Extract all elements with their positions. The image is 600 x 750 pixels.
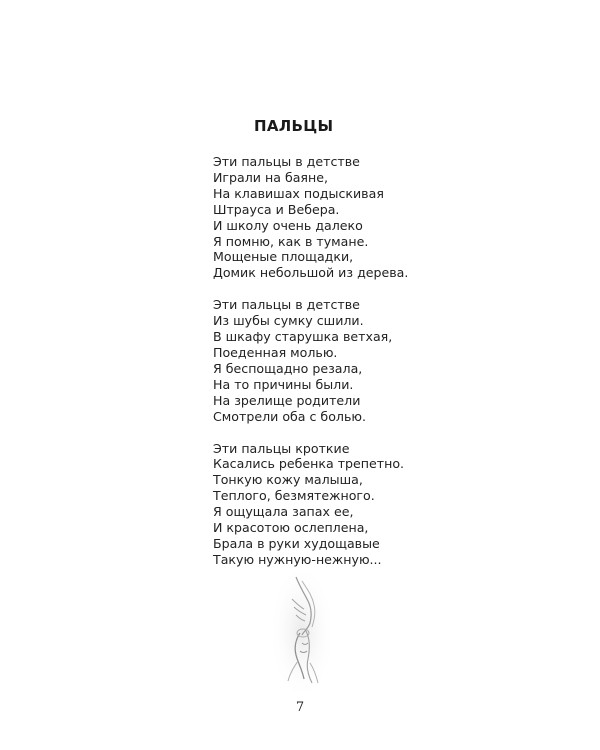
poem-line: В шкафу старушка ветхая,	[213, 329, 393, 345]
poem-line: Брала в руки худощавые	[213, 535, 380, 551]
poem-line: Тонкую кожу малыша,	[213, 472, 363, 488]
poem-line: Эти пальцы кроткие	[213, 440, 350, 456]
page-number: 7	[295, 700, 305, 715]
poem-line: На зрелище родители	[213, 392, 361, 408]
poem-line: И красотою ослеплена,	[213, 520, 369, 536]
stanza-2	[213, 297, 473, 424]
poem-line: Штрауса и Вебера.	[213, 201, 340, 217]
poem-line: И школу очень далеко	[213, 217, 363, 233]
poem-line: На клавишах подыскивая	[213, 185, 384, 201]
stanza-3	[213, 441, 473, 568]
poem-line: Я беспощадно резала,	[213, 360, 363, 376]
poem-line: Мощеные площадки,	[213, 249, 354, 265]
poem-line: Такую нужную-нежную...	[213, 551, 382, 567]
poem-line: Поеденная молью.	[213, 344, 338, 360]
poem-line: Играли на баяне,	[213, 169, 328, 185]
poem-line: Теплого, безмятежного.	[213, 488, 375, 504]
poem-line: Я помню, как в тумане.	[213, 233, 369, 249]
stanza-1	[213, 154, 473, 281]
poem-line: Из шубы сумку сшили.	[213, 313, 364, 329]
poem-line: Касались ребенка трепетно.	[213, 456, 405, 472]
poem-title: ПАЛЬЦЫ	[254, 117, 334, 135]
poem-body	[213, 154, 473, 584]
poem-line: Домик небольшой из дерева.	[213, 265, 409, 281]
poem-line: Я ощущала запах ее,	[213, 504, 354, 520]
poem-line: На то причины были.	[213, 376, 354, 392]
poem-line: Эти пальцы в детстве	[213, 297, 360, 313]
poem-line: Смотрели оба с болью.	[213, 408, 366, 424]
poem-line: Эти пальцы в детстве	[213, 154, 360, 169]
hands-sketch-icon	[274, 573, 330, 691]
